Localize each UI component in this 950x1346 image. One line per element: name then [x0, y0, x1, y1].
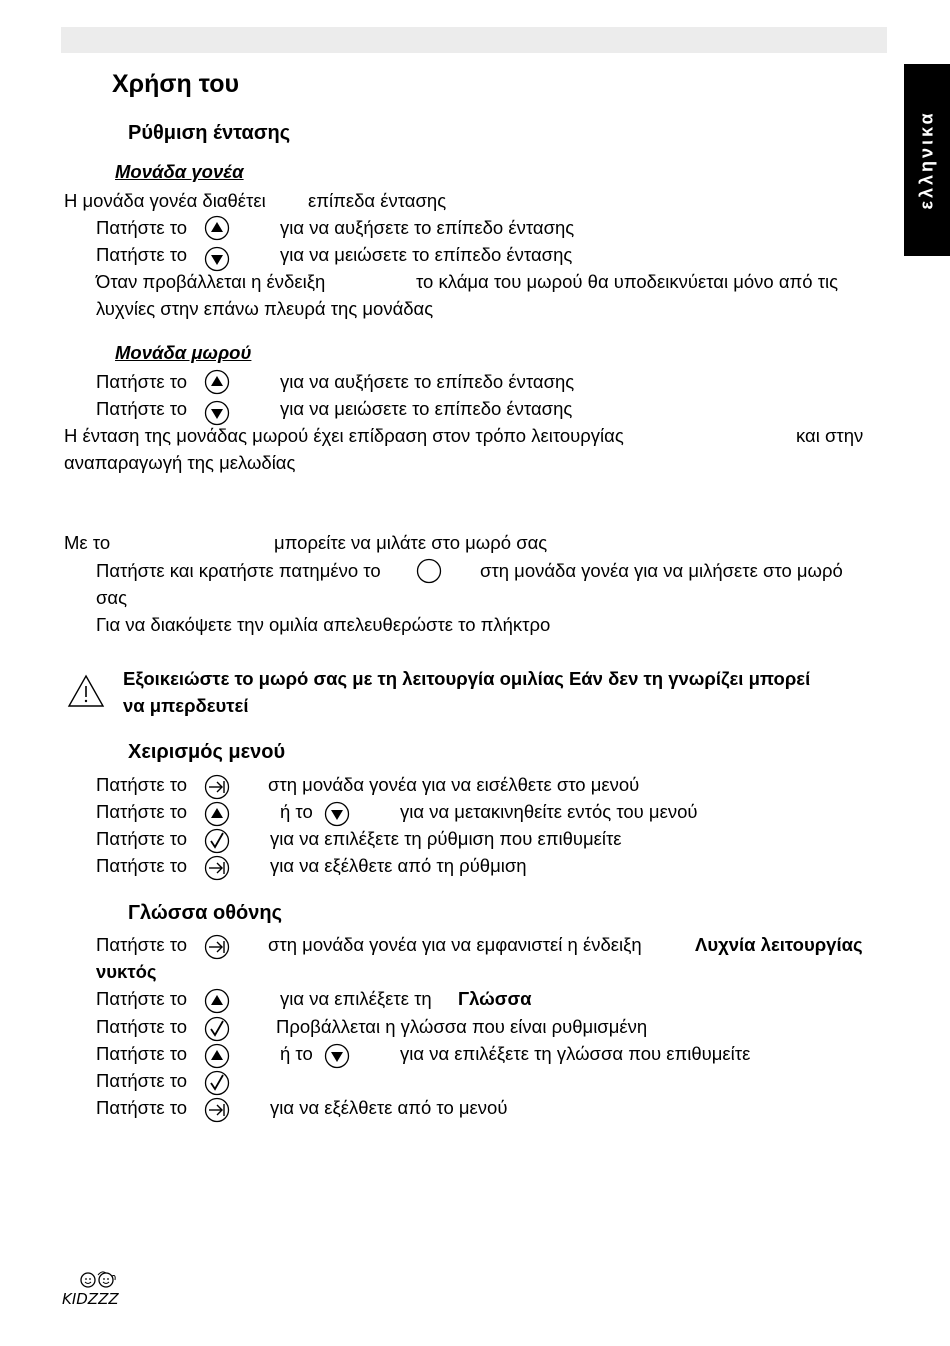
- talk-release-text: Για να διακόψετε την ομιλία απελευθερώστε το πλήκτρο: [96, 614, 551, 635]
- press-label: Πατήστε το: [96, 934, 188, 955]
- press-label: Πατήστε το: [96, 217, 188, 238]
- language-step6-text: για να εξέλθετε από το μενού: [270, 1097, 508, 1118]
- menu-exit-text: για να εξέλθετε από τη ρύθμιση: [270, 855, 527, 876]
- language-side-tab: ελληνικα: [904, 64, 950, 256]
- language-step1-bold: Λυχνία λειτουργίας: [695, 934, 863, 955]
- press-label: Πατήστε το: [96, 774, 188, 795]
- page-title: Χρήση του: [112, 70, 240, 98]
- up-arrow-icon: [204, 369, 230, 395]
- baby-increase-text: για να αυξήσετε το επίπεδο έντασης: [280, 371, 575, 392]
- parent-intro: Η μονάδα γονέα διαθέτει: [64, 190, 266, 211]
- press-label: Πατήστε το: [96, 1070, 188, 1091]
- checkmark-icon: [204, 1016, 230, 1042]
- press-label: Πατήστε το: [96, 1097, 188, 1118]
- down-arrow-icon: [204, 400, 230, 426]
- press-label: Πατήστε το: [96, 828, 188, 849]
- down-arrow-icon: [204, 246, 230, 272]
- press-label: Πατήστε το: [96, 1016, 188, 1037]
- menu-enter-text: στη μονάδα γονέα για να εισέλθετε στο μενού: [268, 774, 640, 795]
- language-step4-text: για να επιλέξετε τη γλώσσα που επιθυμείτε: [400, 1043, 751, 1064]
- up-arrow-icon: [204, 801, 230, 827]
- parent-display-note-cont: το κλάμα του μωρού θα υποδεικνύεται μόνο από τις: [416, 271, 839, 292]
- baby-effect-note: Η ένταση της μονάδας μωρού έχει επίδραση στον τρόπο λειτουργίας: [64, 425, 624, 446]
- up-arrow-icon: [204, 1043, 230, 1069]
- press-label: Πατήστε το: [96, 244, 188, 265]
- svg-text:KIDZZZ: KIDZZZ: [62, 1290, 119, 1308]
- press-label: Πατήστε το: [96, 855, 188, 876]
- press-label: Πατήστε το: [96, 1043, 188, 1064]
- talk-intro: Με το: [64, 532, 111, 553]
- warning-icon: [67, 674, 105, 708]
- parent-increase-text: για να αυξήσετε το επίπεδο έντασης: [280, 217, 575, 238]
- kidzzz-logo: [60, 1266, 132, 1310]
- talk-intro-cont: μπορείτε να μιλάτε στο μωρό σας: [274, 532, 548, 553]
- baby-decrease-text: για να μειώσετε το επίπεδο έντασης: [280, 398, 573, 419]
- checkmark-icon: [204, 828, 230, 854]
- section-heading-menu: Χειρισμός μενού: [128, 741, 286, 763]
- menu-move-text: για να μετακινηθείτε εντός του μενού: [400, 801, 698, 822]
- language-step2-bold: Γλώσσα: [458, 988, 532, 1009]
- talk-button-icon: [416, 558, 442, 584]
- baby-effect-note-line2: αναπαραγωγή της μελωδίας: [64, 452, 296, 473]
- down-arrow-icon: [324, 801, 350, 827]
- warning-text: Εξοικειώστε το μωρό σας με τη λειτουργία ομιλίας Εάν δεν τη γνωρίζει μπορεί: [123, 668, 811, 689]
- parent-display-note: Όταν προβάλλεται η ένδειξη: [96, 271, 326, 292]
- parent-intro-levels: επίπεδα έντασης: [308, 190, 447, 211]
- warning-text-line2: να μπερδευτεί: [123, 695, 249, 716]
- up-arrow-icon: [204, 215, 230, 241]
- section-heading-volume: Ρύθμιση έντασης: [128, 122, 291, 144]
- language-step2-text: για να επιλέξετε τη: [280, 988, 432, 1009]
- menu-enter-icon: [204, 774, 230, 800]
- subheading-baby-unit: Μονάδα μωρού: [115, 342, 252, 363]
- menu-exit-icon: [204, 1097, 230, 1123]
- talk-hold-text-cont: στη μονάδα γονέα για να μιλήσετε στο μωρό: [480, 560, 843, 581]
- checkmark-icon: [204, 1070, 230, 1096]
- language-step1-text: στη μονάδα γονέα για να εμφανιστεί η ένδειξη: [268, 934, 642, 955]
- down-arrow-icon: [324, 1043, 350, 1069]
- subheading-parent-unit: Μονάδα γονέα: [115, 161, 244, 182]
- talk-hold-text-line2: σας: [96, 587, 128, 608]
- press-label: Πατήστε το: [96, 801, 188, 822]
- language-step1-bold-line2: νυκτός: [96, 961, 157, 982]
- menu-exit-icon: [204, 855, 230, 881]
- or-label: ή το: [280, 801, 313, 822]
- menu-enter-icon: [204, 934, 230, 960]
- press-label: Πατήστε το: [96, 371, 188, 392]
- parent-display-note-line2: λυχνίες στην επάνω πλευρά της μονάδας: [96, 298, 434, 319]
- parent-decrease-text: για να μειώσετε το επίπεδο έντασης: [280, 244, 573, 265]
- talk-hold-text: Πατήστε και κρατήστε πατημένο το: [96, 560, 381, 581]
- header-bar: [61, 27, 887, 53]
- or-label: ή το: [280, 1043, 313, 1064]
- section-heading-language: Γλώσσα οθόνης: [128, 902, 282, 924]
- baby-effect-note-cont: και στην: [796, 425, 864, 446]
- press-label: Πατήστε το: [96, 398, 188, 419]
- menu-select-text: για να επιλέξετε τη ρύθμιση που επιθυμείτε: [270, 828, 622, 849]
- up-arrow-icon: [204, 988, 230, 1014]
- press-label: Πατήστε το: [96, 988, 188, 1009]
- language-step3-text: Προβάλλεται η γλώσσα που είναι ρυθμισμένη: [276, 1016, 648, 1037]
